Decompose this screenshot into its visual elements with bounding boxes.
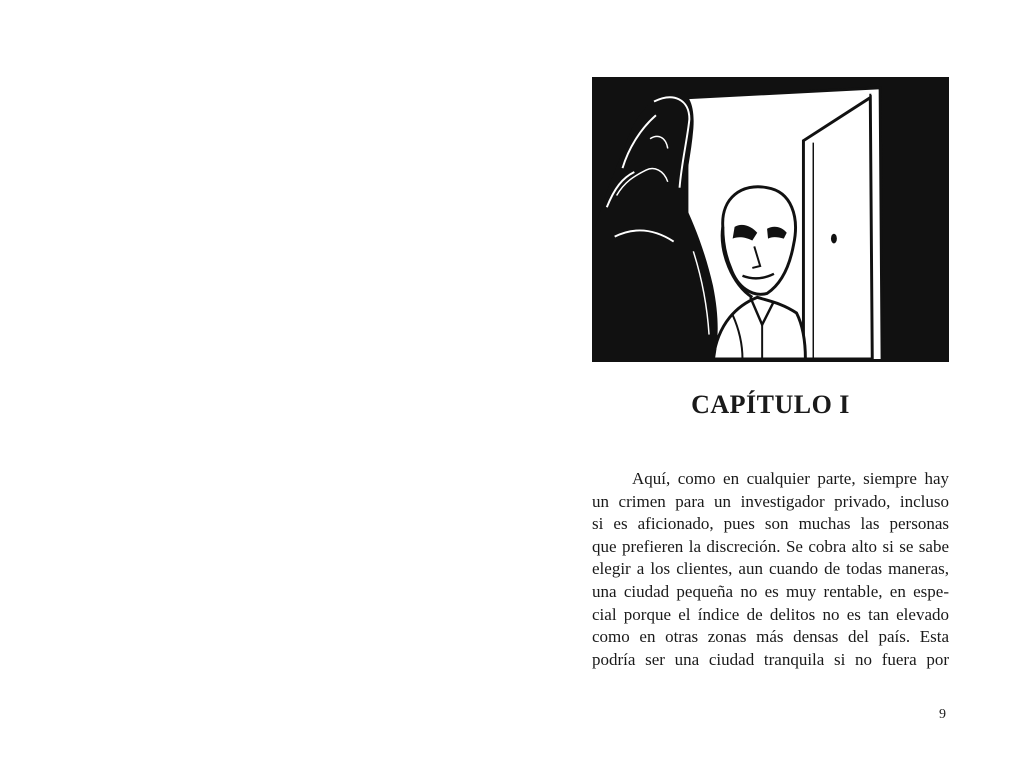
body-line: un crimen para un investigador privado, incluso (592, 491, 949, 511)
body-line: como en otras zonas más densas del país. Esta (592, 627, 949, 647)
body-line: que prefieren la discreción. Se cobra alto si se sabe (592, 536, 949, 556)
chapter-illustration (592, 77, 949, 362)
body-line: elegir a los clientes, aun cuando de todas maneras, (592, 559, 949, 579)
chapter-body-text (592, 468, 949, 671)
chapter-title: CAPÍTULO I (691, 390, 850, 419)
ink-drawing-doorway (595, 80, 946, 359)
right-page (512, 0, 1024, 768)
page-number: 9 (939, 707, 946, 722)
body-line: podría ser una ciudad tranquila si no fuera por (592, 649, 949, 669)
body-line: si es aficionado, pues son muchas las personas (592, 514, 949, 534)
body-line: cial porque el índice de delitos no es tan elevado (592, 604, 949, 624)
body-line: una ciudad pequeña no es muy rentable, en espe- (592, 581, 949, 601)
body-line: Aquí, como en cualquier parte, siempre hay (632, 469, 949, 488)
